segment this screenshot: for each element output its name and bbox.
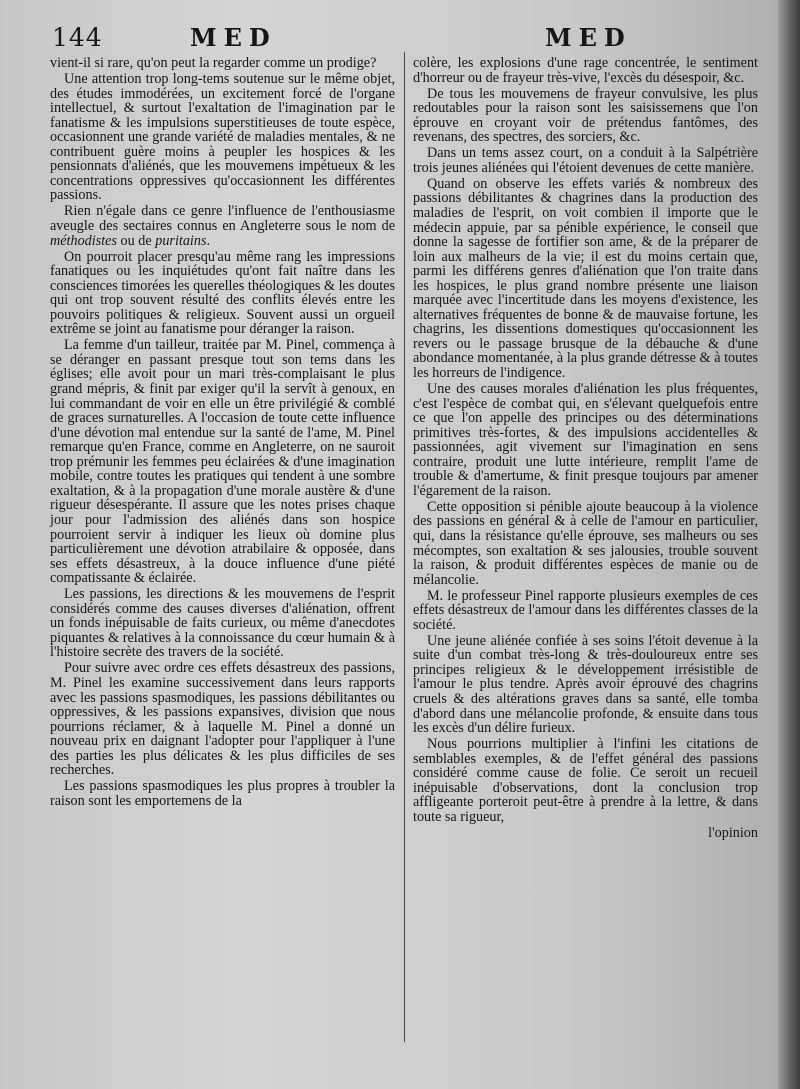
paragraph: La femme d'un tailleur, traitée par M. Pinel, commença à se déranger en passant presque tout son tems dans les églises; elle avoit pour un mari très-complaisant le plus grand mépris, & finit par exiger qu'il la servît à genoux, en lui commandant de voir en elle un être privilégié & comblé de graces surnaturelles. A l'occasion de toute cette influence d'une dévotion mal entendue sur la santé de l'ame, M. Pinel remarque qu'en France, comme en Angleterre, on ne sauroit trop prémunir les femmes peu éclairées & d'une imagination mobile, contre toutes les pratiques qui tendent à une sombre exaltation, & à la propagation d'une morale austère & d'une rigueur désespérante. Il assure que les notes prises chaque jour pour l'admission des aliénés dans son hospice pourroient servir à indiquer les lieux où domine plus particulièrement une dévotion atrabilaire & opposée, dans ses effets désastreux, à la douce influence d'une piété compatissante & éclairée.: [50, 337, 395, 587]
paragraph: Une des causes morales d'aliénation les plus fréquentes, c'est l'espèce de combat qui, en s'élevant quelquefois entre ce que l'on appelle des principes ou des déterminations primitives très-fortes, & des impulsions accidentelles & passionnées, agit vivement sur l'imagination en sens contraire, produit une lutte intérieure, remplit l'ame de trouble & d'amertume, & finit presque toujours par amener l'égarement de la raison.: [413, 381, 758, 499]
paragraph: Nous pourrions multiplier à l'infini les citations de semblables exemples, & de l'effet général des passions considéré comme cause de folie. Ce seroit un recueil inépuisable d'observations, dont la conclusion trop affligeante porteroit peut-être à prendre à la lettre, & dans toute sa rigueur,: [413, 736, 758, 825]
right-column: [413, 56, 758, 840]
running-head-right: MED: [545, 23, 632, 52]
paragraph: vient-il si rare, qu'on peut la regarder comme un prodige?: [50, 55, 377, 71]
running-head-left: MED: [190, 23, 277, 52]
paragraph: On pourroit placer presqu'au même rang les impressions fanatiques ou les inquiétudes qu'ont fait naître dans les consciences timorées les querelles théologiques & les doutes qui ont trop souvent résulté des conflits élevés entre les pouvoirs politiques & religieux. Souvent aussi un orgueil extrême se joint au fanatisme pour déranger la raison.: [50, 248, 395, 338]
italic-term-puritains: puritains: [155, 232, 207, 249]
paragraph: De tous les mouvemens de frayeur convulsive, les plus redoutables pour la raison sont les saisissemens que l'on éprouve en croyant voir de prétendus fantômes, des revenans, des spectres, des sorciers, &c.: [413, 85, 758, 146]
left-column: [50, 56, 395, 808]
page-binding-shadow: [778, 0, 800, 1089]
paragraph: colère, les explosions d'une rage concentrée, le sentiment d'horreur ou de frayeur très-vive, l'excès du désespoir, &c.: [413, 55, 758, 86]
italic-term-methodistes: méthodistes: [50, 232, 117, 249]
paragraph: Pour suivre avec ordre ces effets désastreux des passions, M. Pinel les examine successivement dans leurs rapports avec les passions spasmodiques, les passions débilitantes ou oppressives, & les passions expansives, division que nous pourrions réclamer, & à laquelle M. Pinel a donné un nouveau prix en daignant l'adopter pour l'appliquer à l'une des parties les plus délicates & les plus difficiles de ses recherches.: [50, 660, 395, 779]
paragraph: Une jeune aliénée confiée à ses soins l'étoit devenue à la suite d'un combat très-long & très-douloureux entre ses principes religieux & le développement irrésistible de l'amour le plus tendre. Après avoir éprouvé des chagrins cruels & des altérations graves dans sa santé, elle tomba d'abord dans une mélancolie profonde, & ensuite dans tous les excès d'un délire furieux.: [413, 632, 758, 737]
paragraph: Une attention trop long-tems soutenue sur le même objet, des études immodérées, un excitement forcé de l'organe intellectuel, & surtout l'exaltation de l'imagination par le fanatisme & les impulsions superstitieuses de toute espèce, occasionnent une grande variété de maladies mentales, & ne contribuent guère moins à peupler les hospices & les pensionnats d'aliénés, que les mouvemens impétueux & les concentrations oppressives qu'occasionnent les différentes passions.: [50, 71, 395, 204]
paragraph: Les passions spasmodiques les plus propres à troubler la raison sont les emportemens de la: [50, 778, 395, 809]
paragraph-text: Rien n'égale dans ce genre l'influence de l'enthousiasme aveugle des sectaires connus en Angleterre sous le nom de: [50, 203, 395, 235]
paragraph: Quand on observe les effets variés & nombreux des passions débilitantes & chagrines dans la production des maladies de l'esprit, on voit combien il importe que le médecin appuie, par sa pénible expérience, le conseil que donne la sagesse de fortifier son ame, & de la préparer de loin aux malheurs de la vie; il est du moins certain que, parmi les différens genres d'aliénation que l'on traite dans les hospices, le plus grand nombre présente une liaison marquée avec l'incertitude dans les moyens d'existence, les alternatives fréquentes de bonne & de mauvaise fortune, les chagrins, les dissentions domestiques qu'occasionnent les revers ou le passage brusque de la débauche & d'une abondance momentanée, à la plus grande détresse & à toutes les horreurs de l'indigence.: [413, 175, 758, 381]
page-number: 144: [52, 23, 103, 52]
catchword: l'opinion: [708, 824, 758, 841]
paragraph: Les passions, les directions & les mouvemens de l'esprit considérés comme des causes diverses d'aliénation, offrent un fonds inépuisable de faits curieux, ou même d'anecdotes piquantes & relatives à la connoissance du cœur humain & à l'histoire secrète des travers de la société.: [50, 586, 395, 661]
paragraph: M. le professeur Pinel rapporte plusieurs exemples de ces effets désastreux de l'amour dans les différentes classes de la société.: [413, 587, 758, 633]
paragraph: Cette opposition si pénible ajoute beaucoup à la violence des passions en général & à celle de l'amour en particulier, qui, dans la résistance qu'elle éprouve, ses malheurs ou ses mécomptes, son exaltation & ses jalousies, trouble souvent la raison, & produit différentes espèces de manie ou de mélancolie.: [413, 498, 758, 588]
paragraph: Dans un tems assez court, on a conduit à la Salpétrière trois jeunes aliénées qui l'étoient devenues de cette manière.: [413, 145, 758, 176]
paragraph-text: .: [206, 232, 211, 249]
paragraph: [50, 204, 395, 248]
paragraph-text: ou de: [117, 232, 156, 249]
column-divider: [404, 52, 405, 1042]
